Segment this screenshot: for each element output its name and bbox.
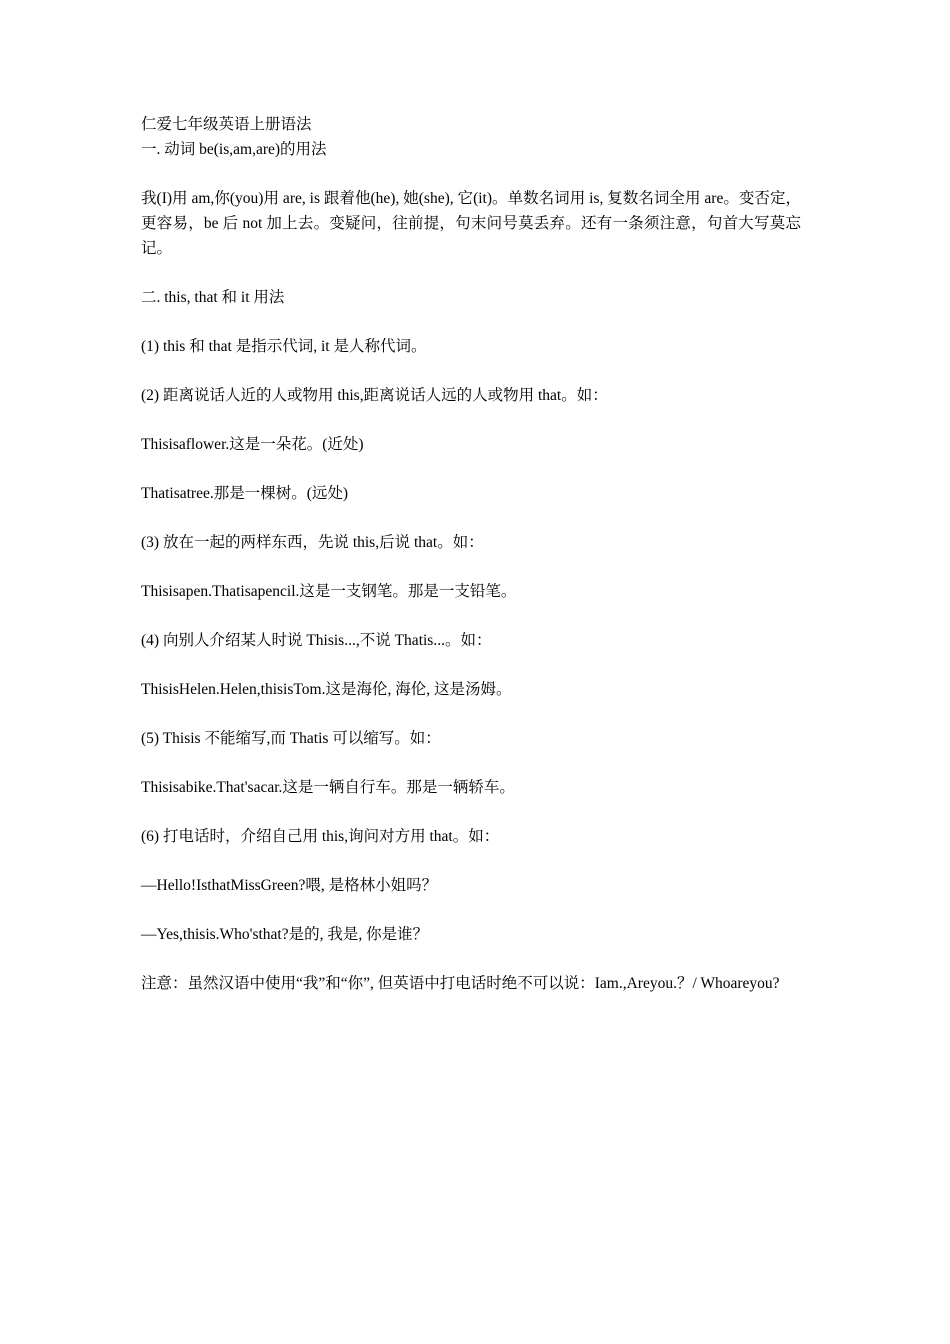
example-tree: Thatisatree.那是一棵树。(远处) xyxy=(141,485,349,502)
rule-1: (1) this 和 that 是指示代词, it 是人称代词。 xyxy=(141,338,427,355)
rule-6: (6) 打电话时，介绍自己用 this,询问对方用 that。如： xyxy=(141,828,500,845)
section1-body: 我(I)用 am,你(you)用 are, is 跟着他(he), 她(she), 它(it)。单数名词用 is, 复数名词全用 are。变否定，更容易，be 后 not 加上去。变疑问，往前提，句末问号莫丢弃。还有一条须注意，句首大写莫忘记。 xyxy=(141,190,801,257)
dialog-line-1: —Hello!IsthatMissGreen?喂, 是格林小姐吗？ xyxy=(141,877,438,894)
dialog-line-2: —Yes,thisis.Who'sthat?是的, 我是, 你是谁？ xyxy=(141,926,429,943)
note: 注意：虽然汉语中使用“我”和“你”, 但英语中打电话时绝不可以说：Iam.,Areyou.？/ Whoareyou? xyxy=(141,975,780,992)
document-title: 仁爱七年级英语上册语法 xyxy=(141,116,312,133)
example-pen: Thisisapen.Thatisapencil.这是一支钢笔。那是一支铅笔。 xyxy=(141,583,517,600)
rule-3: (3) 放在一起的两样东西，先说 this,后说 that。如： xyxy=(141,534,484,551)
rule-2: (2) 距离说话人近的人或物用 this,距离说话人远的人或物用 that。如： xyxy=(141,387,608,404)
example-flower: Thisisaflower.这是一朵花。(近处) xyxy=(141,436,364,453)
section2-heading: 二. this, that 和 it 用法 xyxy=(141,289,285,306)
section1-heading: 一. 动词 be(is,am,are)的用法 xyxy=(141,141,327,158)
example-helen: ThisisHelen.Helen,thisisTom.这是海伦, 海伦, 这是汤姆。 xyxy=(141,681,512,698)
example-bike: Thisisabike.That'sacar.这是一辆自行车。那是一辆轿车。 xyxy=(141,779,515,796)
rule-5: (5) Thisis 不能缩写,而 Thatis 可以缩写。如： xyxy=(141,730,441,747)
document-page xyxy=(141,112,801,996)
rule-4: (4) 向别人介绍某人时说 Thisis...,不说 Thatis...。如： xyxy=(141,632,492,649)
